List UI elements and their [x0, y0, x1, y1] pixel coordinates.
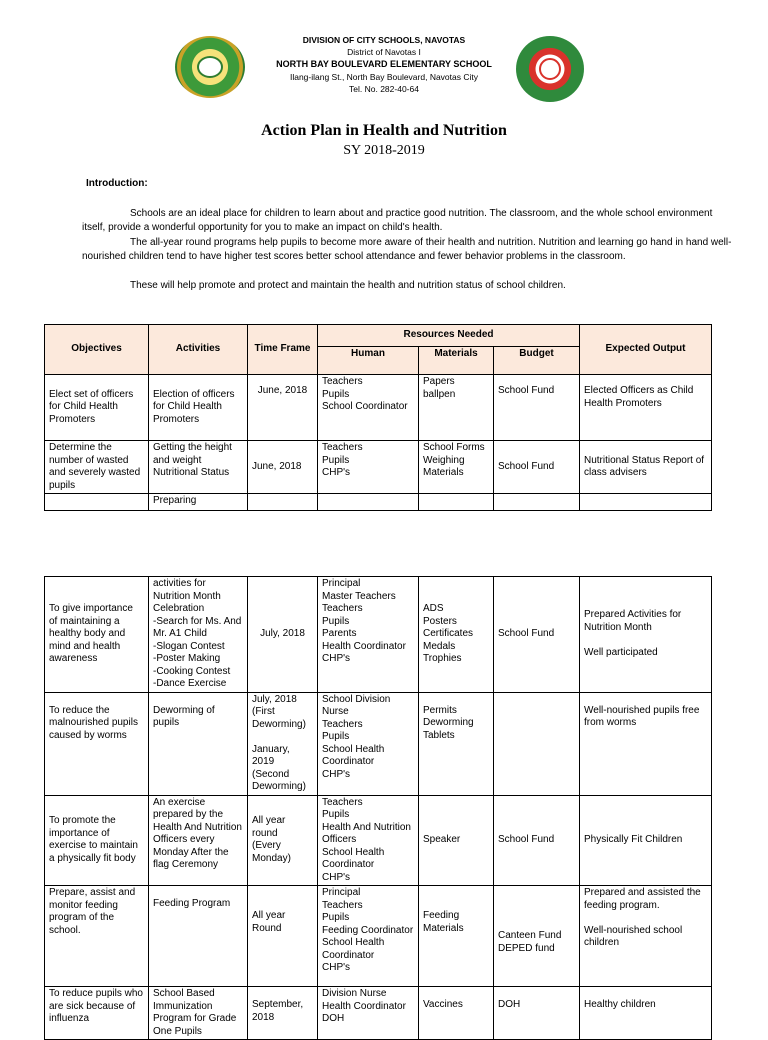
cell-materials: Permits Deworming Tablets — [419, 692, 494, 795]
cell-budget — [494, 692, 580, 795]
cell-budget: DOH — [494, 987, 580, 1040]
header-expected-output: Expected Output — [580, 325, 712, 375]
cell-objective: To promote the importance of exercise to maintain a physically fit body — [45, 795, 149, 886]
header-school-name: NORTH BAY BOULEVARD ELEMENTARY SCHOOL — [276, 59, 492, 69]
table-row — [45, 886, 712, 987]
cell-materials: Speaker — [419, 795, 494, 886]
cell-budget: School Fund — [494, 577, 580, 693]
table-row — [45, 692, 712, 795]
cell-materials: Feeding Materials — [419, 886, 494, 987]
intro-paragraph-2: The all-year round programs help pupils to become more aware of their health and nutrition. Nutrition and learning go hand in hand well-nourished children tend to have higher test scores better school attendance and fewer behavior problems in the classroom. — [82, 237, 732, 262]
cell-materials: Papers ballpen — [419, 375, 494, 441]
header-materials: Materials — [419, 347, 494, 375]
cell-activity: Getting the height and weight Nutritional Status — [149, 441, 248, 494]
cell-objective: Determine the number of wasted and severely wasted pupils — [45, 441, 149, 494]
cell-activity: Deworming of pupils — [149, 692, 248, 795]
table-row — [45, 987, 712, 1040]
cell-materials — [419, 494, 494, 511]
cell-activity: Election of officers for Child Health Promoters — [149, 375, 248, 441]
cell-activity: An exercise prepared by the Health And Nutrition Officers every Monday After the flag Ceremony — [149, 795, 248, 886]
header-resources-needed: Resources Needed — [318, 325, 580, 347]
action-plan-table-page-1 — [44, 324, 712, 511]
cell-human: Teachers Pupils School Coordinator — [318, 375, 419, 441]
cell-human: Division Nurse Health Coordinator DOH — [318, 987, 419, 1040]
cell-expected-output: Healthy children — [580, 987, 712, 1040]
cell-materials: Vaccines — [419, 987, 494, 1040]
cell-expected-output: Elected Officers as Child Health Promoters — [580, 375, 712, 441]
cell-expected-output: Well-nourished pupils free from worms — [580, 692, 712, 795]
cell-human: Teachers Pupils CHP's — [318, 441, 419, 494]
cell-activity: Feeding Program — [149, 886, 248, 987]
cell-expected-output: Physically Fit Children — [580, 795, 712, 886]
header-telephone: Tel. No. 282-40-64 — [349, 84, 419, 94]
cell-time-frame: September, 2018 — [248, 987, 318, 1040]
cell-objective: To reduce pupils who are sick because of influenza — [45, 987, 149, 1040]
table-row — [45, 441, 712, 494]
header-district: District of Navotas I — [347, 47, 421, 57]
table-row — [45, 494, 712, 511]
cell-budget: School Fund — [494, 375, 580, 441]
cell-expected-output: Nutritional Status Report of class advisers — [580, 441, 712, 494]
cell-activity: School Based Immunization Program for Grade One Pupils — [149, 987, 248, 1040]
document-subtitle: SY 2018-2019 — [343, 143, 425, 158]
cell-budget: School Fund — [494, 795, 580, 886]
table-row — [45, 795, 712, 886]
header-division: DIVISION OF CITY SCHOOLS, NAVOTAS — [302, 35, 466, 45]
cell-budget: Canteen Fund DEPED fund — [494, 886, 580, 987]
document-title: Action Plan in Health and Nutrition — [261, 122, 507, 139]
cell-time-frame: June, 2018 — [248, 441, 318, 494]
cell-time-frame: All year Round — [248, 886, 318, 987]
cell-activity: Preparing — [149, 494, 248, 511]
cell-materials: School Forms Weighing Materials — [419, 441, 494, 494]
header-objectives: Objectives — [45, 325, 149, 375]
cell-expected-output: Prepared and assisted the feeding program. Well-nourished school children — [580, 886, 712, 987]
cell-time-frame — [248, 494, 318, 511]
cell-objective — [45, 494, 149, 511]
header-address: Ilang-ilang St., North Bay Boulevard, Navotas City — [289, 72, 479, 82]
cell-objective: Prepare, assist and monitor feeding program of the school. — [45, 886, 149, 987]
intro-paragraph-3: These will help promote and protect and maintain the health and nutrition status of school children. — [130, 280, 566, 291]
action-plan-table-page-2 — [44, 576, 712, 1040]
cell-objective: Elect set of officers for Child Health Promoters — [45, 375, 149, 441]
header-human: Human — [318, 347, 419, 375]
cell-time-frame: All year round (Every Monday) — [248, 795, 318, 886]
cell-expected-output: Prepared Activities for Nutrition Month Well participated — [580, 577, 712, 693]
table-row — [45, 577, 712, 693]
header-budget: Budget — [494, 347, 580, 375]
cell-budget — [494, 494, 580, 511]
cell-materials: ADS Posters Certificates Medals Trophies — [419, 577, 494, 693]
cell-human: Teachers Pupils Health And Nutrition Officers School Health Coordinator CHP's — [318, 795, 419, 886]
intro-label: Introduction: — [86, 178, 148, 189]
cell-human — [318, 494, 419, 511]
table-row — [45, 375, 712, 441]
cell-expected-output — [580, 494, 712, 511]
city-seal-logo — [516, 36, 584, 102]
cell-objective: To reduce the malnourished pupils caused by worms — [45, 692, 149, 795]
division-seal-logo — [175, 36, 245, 98]
cell-time-frame: June, 2018 — [248, 375, 318, 441]
cell-objective: To give importance of maintaining a healthy body and mind and health awareness — [45, 577, 149, 693]
header-activities: Activities — [149, 325, 248, 375]
cell-human: School Division Nurse Teachers Pupils School Health Coordinator CHP's — [318, 692, 419, 795]
cell-time-frame: July, 2018 — [248, 577, 318, 693]
cell-human: Principal Master Teachers Teachers Pupils Parents Health Coordinator CHP's — [318, 577, 419, 693]
cell-budget: School Fund — [494, 441, 580, 494]
header-time-frame: Time Frame — [248, 325, 318, 375]
cell-human: Principal Teachers Pupils Feeding Coordinator School Health Coordinator CHP's — [318, 886, 419, 987]
cell-time-frame: July, 2018 (First Deworming) January, 2019 (Second Deworming) — [248, 692, 318, 795]
intro-paragraph-1: Schools are an ideal place for children to learn about and practice good nutrition. The classroom, and the whole school environment itself, provide a wonderful opportunity for you to make an impact on child's health. — [82, 208, 713, 233]
cell-activity: activities for Nutrition Month Celebration -Search for Ms. And Mr. A1 Child -Slogan Contest -Poster Making -Cooking Contest -Dance Exercise — [149, 577, 248, 693]
